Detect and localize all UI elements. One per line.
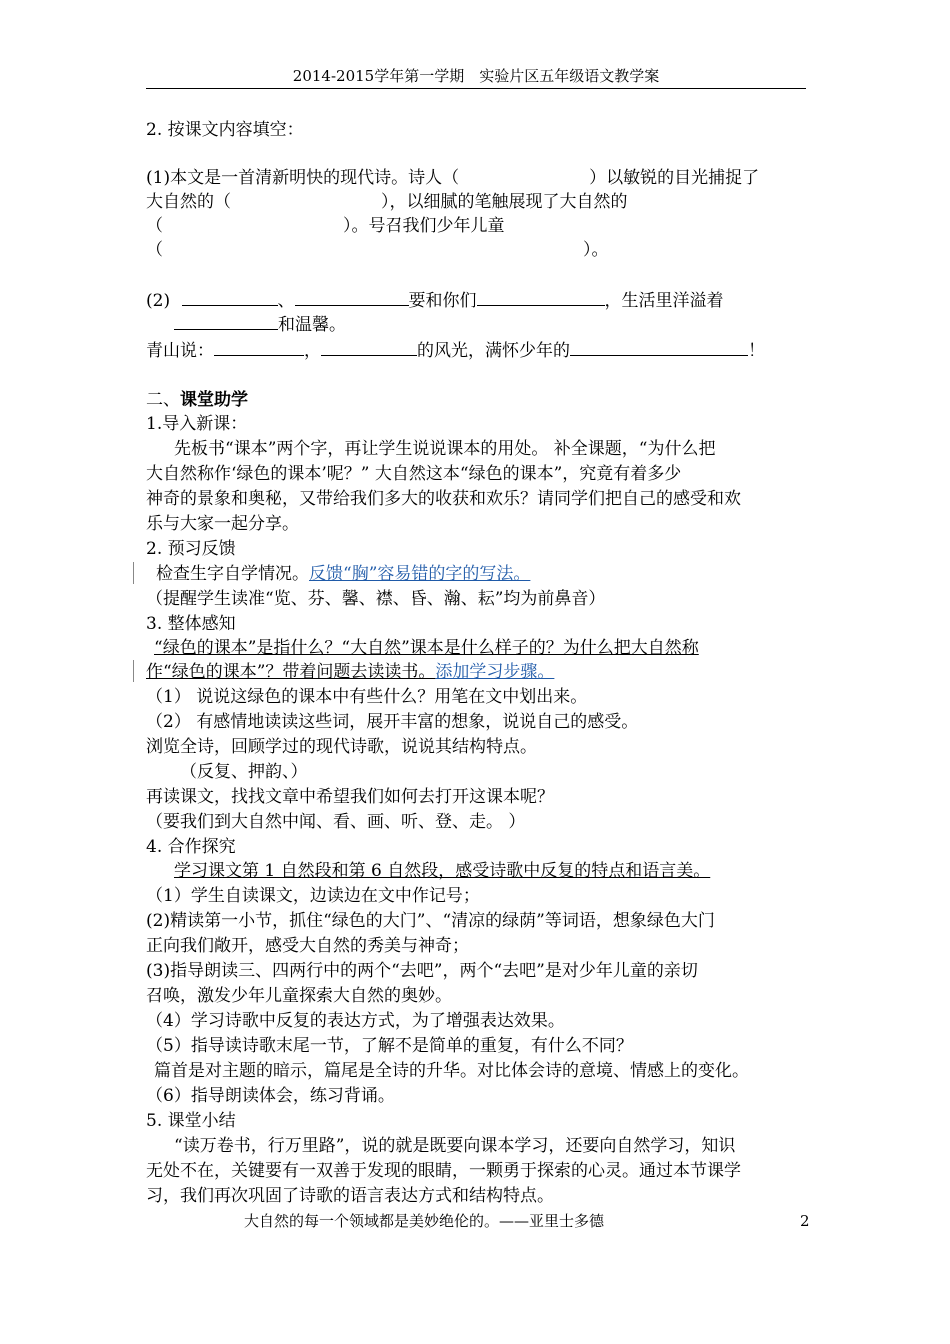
- blank-6[interactable]: [321, 338, 417, 356]
- page-number: 2: [800, 1212, 810, 1230]
- q2-2-line2: [146, 312, 346, 337]
- summary-line3: 习，我们再次巩固了诗歌的语言表达方式和结构特点。: [146, 1186, 554, 1206]
- text: （: [146, 240, 163, 260]
- q2-1-line3: [146, 214, 505, 238]
- q2-2-line1: [146, 288, 724, 313]
- text: (1)本文是一首清新明快的现代诗。诗人（: [146, 168, 460, 188]
- blank-4[interactable]: [174, 312, 278, 330]
- coop-line4: 正向我们敞开，感受大自然的秀美与神奇；: [146, 936, 469, 956]
- text: 检查生字自学情况。: [156, 564, 309, 584]
- intro-p4: 乐与大家一起分享。: [146, 514, 299, 534]
- header-rule: [146, 88, 806, 89]
- q2-1-line4: [146, 238, 609, 262]
- intro-p2: 大自然称作‘绿色的课本’呢？” 大自然这本“绿色的课本”，究竟有着多少: [146, 464, 682, 484]
- coop-line2: （1）学生自读课文，边读边在文中作记号；: [146, 886, 480, 906]
- coop-line1: [154, 859, 710, 883]
- overall-line5: 浏览全诗，回顾学过的现代诗歌，说说其结构特点。: [146, 737, 537, 757]
- overall-line2: [146, 660, 554, 684]
- blank-1[interactable]: [182, 288, 278, 306]
- q2-2-line3: [146, 338, 765, 363]
- coop-line10: （6）指导朗读体会，练习背诵。: [146, 1086, 395, 1106]
- text: ，生活里洋溢着: [604, 291, 724, 311]
- q2-title: 2. 按课文内容填空：: [146, 120, 304, 140]
- revision-bar: [133, 562, 134, 584]
- text: 的风光，满怀少年的: [417, 341, 570, 361]
- summary-line1: “读万卷书，行万里路”，说的就是既要向课本学习，还要向自然学习，知识: [174, 1136, 736, 1156]
- blank-5[interactable]: [214, 338, 304, 356]
- overall-line8: （要我们到大自然中闻、看、画、听、登、走。 ）: [146, 812, 526, 832]
- text: 、: [277, 291, 295, 311]
- section-heading: 课堂助学: [180, 390, 248, 410]
- text: ，: [304, 341, 321, 361]
- text: ）。: [583, 240, 609, 260]
- text: (2): [146, 291, 171, 311]
- coop-line7: （4）学习诗歌中反复的表达方式，为了增强表达效果。: [146, 1011, 565, 1031]
- q2-1-line2: [146, 190, 628, 214]
- text: ），以细腻的笔触展现了大自然的: [381, 192, 628, 212]
- coop-line5: (3)指导朗读三、四两行中的两个“去吧”，两个“去吧”是对少年儿童的亲切: [146, 961, 698, 981]
- summary-line2: 无处不在，关键要有一双善于发现的眼睛，一颗勇于探索的心灵。通过本节课学: [146, 1161, 741, 1181]
- preview-line1: [156, 562, 530, 586]
- coop-line9: 篇首是对主题的暗示，篇尾是全诗的升华。对比体会诗的意境、情感上的变化。: [154, 1061, 749, 1081]
- section-title: [146, 388, 248, 412]
- overall-line7: 再读课文，找找文章中希望我们如何去打开这课本呢？: [146, 787, 554, 807]
- q2-1-line1: [146, 166, 759, 190]
- section-prefix: 二、: [146, 390, 180, 410]
- text: （: [146, 216, 163, 236]
- text: 要和你们: [408, 291, 477, 311]
- blank-3[interactable]: [477, 288, 605, 306]
- overall-line6: （反复、押韵、）: [180, 762, 308, 782]
- revision-link[interactable]: 反馈“胸”容易错的字的写法。: [309, 564, 531, 584]
- page-header: 2014-2015学年第一学期 实验片区五年级语文教学案: [292, 67, 660, 85]
- summary-heading: 5. 课堂小结: [146, 1111, 236, 1131]
- text: ）。号召我们少年儿童: [343, 216, 505, 236]
- revision-bar: [133, 660, 134, 682]
- coop-heading: 4. 合作探究: [146, 837, 236, 857]
- text: 学习课文第 1 自然段和第 6 自然段，感受诗歌中反复的特点和语言美。: [174, 861, 711, 881]
- overall-line4: （2） 有感情地读读这些词，展开丰富的想象，说说自己的感受。: [146, 712, 639, 732]
- text: 和温馨。: [278, 315, 346, 335]
- preview-line2: （提醒学生读准“览、芬、馨、襟、昏、瀚、耘”均为前鼻音）: [146, 589, 606, 609]
- text: ！: [748, 341, 765, 361]
- text: 作“绿色的课本”？带着问题去读读书。: [146, 662, 436, 682]
- blank-2[interactable]: [295, 288, 409, 306]
- preview-heading: 2. 预习反馈: [146, 539, 236, 559]
- intro-p3: 神奇的景象和奥秘，又带给我们多大的收获和欢乐？请同学们把自己的感受和欢: [146, 489, 741, 509]
- text: 大自然的（: [146, 192, 231, 212]
- intro-p1: 先板书“课本”两个字，再让学生说说课本的用处。 补全课题，“为什么把: [174, 439, 716, 459]
- coop-line8: （5）指导读诗歌末尾一节，了解不是简单的重复，有什么不同？: [146, 1036, 633, 1056]
- coop-line3: (2)精读第一小节，抓住“绿色的大门”、“清凉的绿荫”等词语，想象绿色大门: [146, 911, 715, 931]
- footer-quote: 大自然的每一个领域都是美妙绝伦的。——亚里士多德: [244, 1212, 605, 1230]
- overall-line1: “绿色的课本”是指什么？“大自然”课本是什么样子的？为什么把大自然称: [154, 638, 699, 658]
- text: 青山说：: [146, 341, 214, 361]
- overall-heading: 3. 整体感知: [146, 614, 236, 634]
- overall-line3: （1） 说说这绿色的课本中有些什么？用笔在文中划出来。: [146, 687, 588, 707]
- coop-line6: 召唤，激发少年儿童探索大自然的奥妙。: [146, 986, 452, 1006]
- blank-7[interactable]: [570, 338, 748, 356]
- revision-link[interactable]: 添加学习步骤。: [435, 662, 555, 682]
- text: ）以敏锐的目光捕捉了: [589, 168, 760, 188]
- intro-heading: 1.导入新课：: [146, 414, 248, 434]
